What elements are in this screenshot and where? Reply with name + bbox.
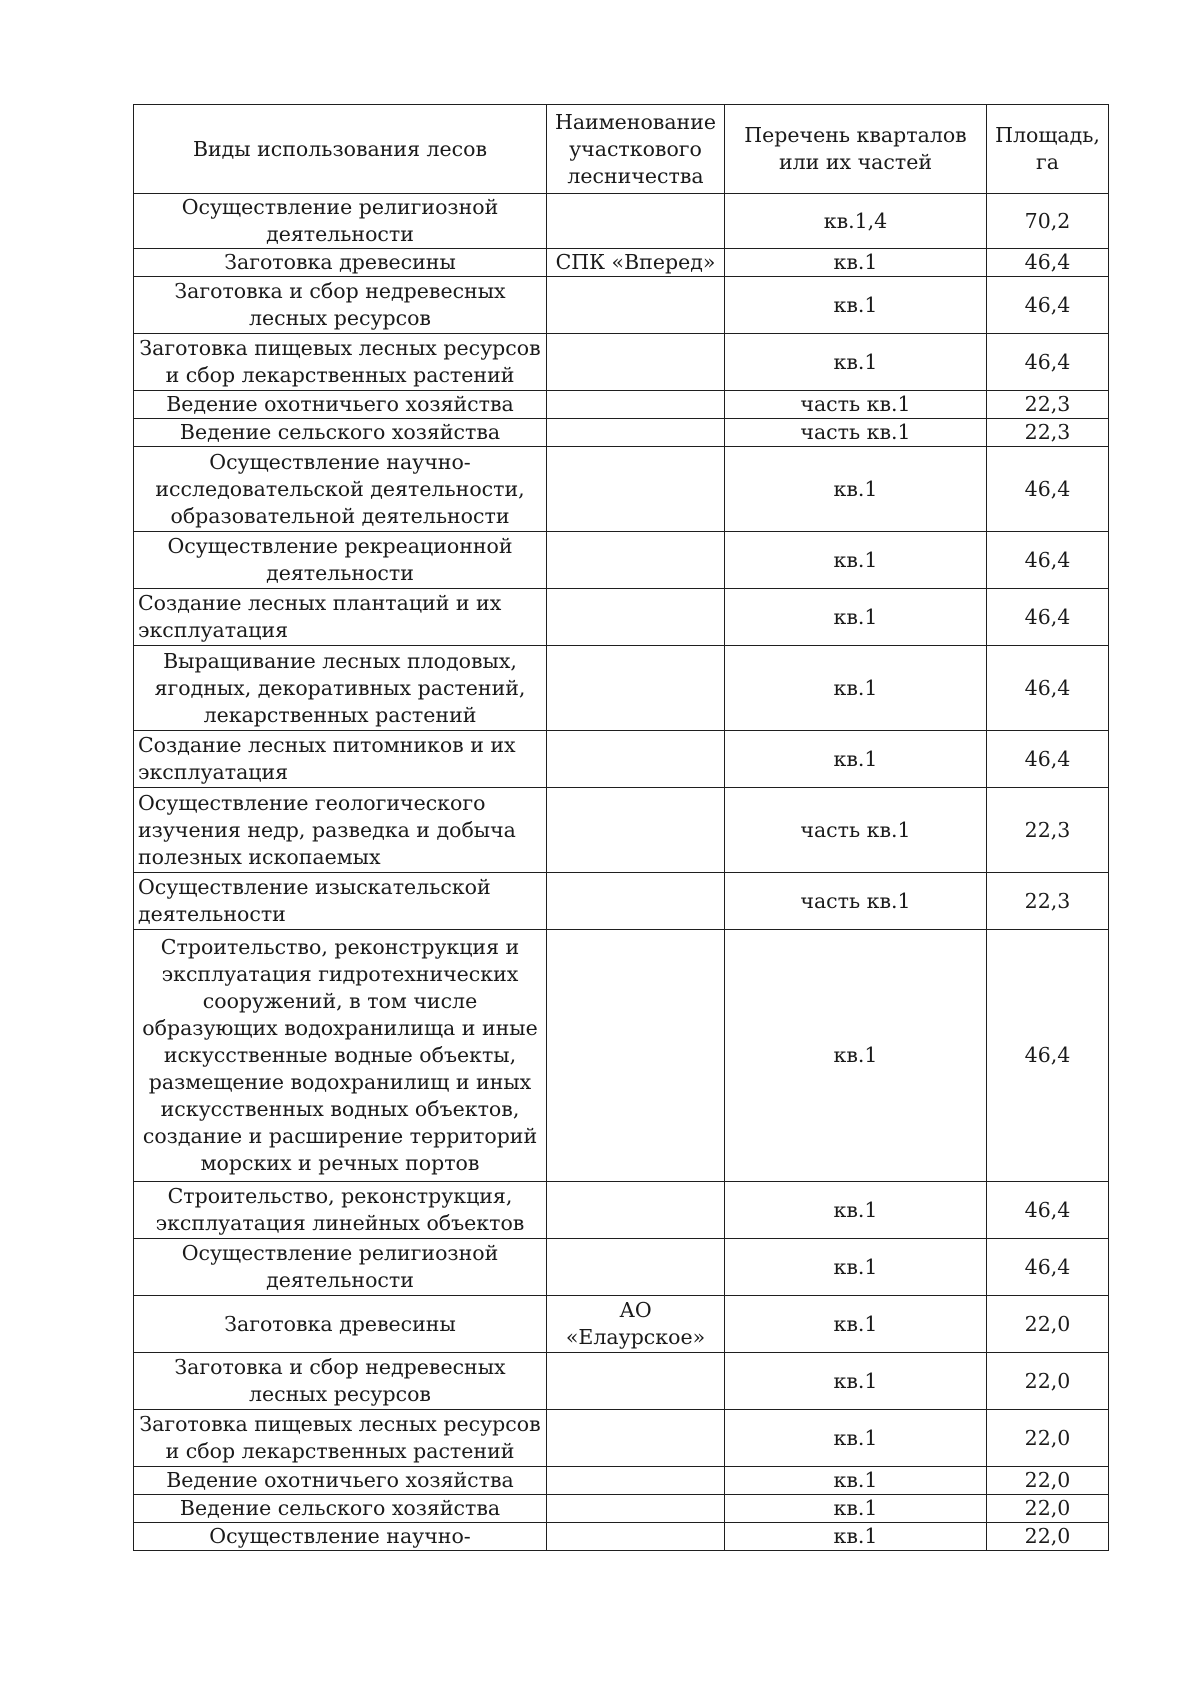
- cell-kind: Ведение охотничьего хозяйства: [134, 1467, 547, 1495]
- header-area-line2: га: [1036, 150, 1059, 174]
- cell-forestry: [547, 1182, 725, 1239]
- cell-quarters: кв.1: [725, 646, 987, 731]
- cell-kind: Создание лесных плантаций и их эксплуатация: [134, 589, 547, 646]
- cell-quarters: кв.1: [725, 1495, 987, 1523]
- cell-kind: Заготовка и сбор недревесных лесных ресурсов: [134, 1353, 547, 1410]
- cell-kind: Строительство, реконструкция, эксплуатация линейных объектов: [134, 1182, 547, 1239]
- cell-area: 46,4: [987, 532, 1109, 589]
- cell-quarters: кв.1: [725, 589, 987, 646]
- cell-area: 22,0: [987, 1353, 1109, 1410]
- cell-area: 46,4: [987, 447, 1109, 532]
- header-kind: Виды использования лесов: [134, 105, 547, 194]
- cell-area: 46,4: [987, 930, 1109, 1182]
- cell-area: 46,4: [987, 731, 1109, 788]
- cell-quarters: кв.1: [725, 532, 987, 589]
- cell-forestry: [547, 1523, 725, 1551]
- cell-area: 22,3: [987, 788, 1109, 873]
- table-row: [134, 1467, 1109, 1495]
- cell-area: 22,3: [987, 419, 1109, 447]
- cell-area: 46,4: [987, 646, 1109, 731]
- cell-quarters: кв.1,4: [725, 194, 987, 249]
- cell-forestry: СПК «Вперед»: [547, 249, 725, 277]
- table-row: [134, 1239, 1109, 1296]
- table-row: [134, 930, 1109, 1182]
- table-row: [134, 1182, 1109, 1239]
- cell-forestry: [547, 930, 725, 1182]
- table-row: [134, 419, 1109, 447]
- header-area: [987, 105, 1109, 194]
- table-row: [134, 873, 1109, 930]
- cell-kind: Создание лесных питомников и их эксплуатация: [134, 731, 547, 788]
- cell-kind: Осуществление рекреационной деятельности: [134, 532, 547, 589]
- cell-area: 46,4: [987, 1239, 1109, 1296]
- table-row: [134, 646, 1109, 731]
- cell-kind: Осуществление религиозной деятельности: [134, 194, 547, 249]
- table-row: [134, 277, 1109, 334]
- cell-kind: Заготовка древесины: [134, 1296, 547, 1353]
- cell-forestry: [547, 1495, 725, 1523]
- cell-area: 22,3: [987, 873, 1109, 930]
- cell-area: 46,4: [987, 249, 1109, 277]
- table-row: [134, 731, 1109, 788]
- cell-forestry: [547, 532, 725, 589]
- cell-area: 22,0: [987, 1495, 1109, 1523]
- cell-quarters: кв.1: [725, 249, 987, 277]
- cell-area: 22,0: [987, 1467, 1109, 1495]
- header-area-line1: Площадь,: [995, 123, 1100, 147]
- cell-forestry: [547, 1467, 725, 1495]
- cell-kind: Ведение сельского хозяйства: [134, 419, 547, 447]
- cell-area: 22,0: [987, 1296, 1109, 1353]
- cell-area: 46,4: [987, 334, 1109, 391]
- cell-kind: Строительство, реконструкция и эксплуатация гидротехнических сооружений, в том числе образующих водохранилища и иные искусственные водные объекты, размещение водохранилищ и иных искусственных водных объектов, создание и расширение территорий морских и речных портов: [134, 930, 547, 1182]
- cell-area: 46,4: [987, 277, 1109, 334]
- cell-kind: Выращивание лесных плодовых, ягодных, декоративных растений, лекарственных растений: [134, 646, 547, 731]
- table-row: [134, 532, 1109, 589]
- cell-kind: Заготовка пищевых лесных ресурсов и сбор лекарственных растений: [134, 1410, 547, 1467]
- cell-quarters: кв.1: [725, 1467, 987, 1495]
- table-row: [134, 1495, 1109, 1523]
- cell-kind: Осуществление религиозной деятельности: [134, 1239, 547, 1296]
- cell-forestry: [547, 419, 725, 447]
- table-row: [134, 194, 1109, 249]
- cell-quarters: часть кв.1: [725, 788, 987, 873]
- cell-quarters: кв.1: [725, 731, 987, 788]
- cell-quarters: кв.1: [725, 277, 987, 334]
- cell-forestry: [547, 1353, 725, 1410]
- table-row: [134, 249, 1109, 277]
- cell-quarters: часть кв.1: [725, 873, 987, 930]
- table-row: [134, 391, 1109, 419]
- cell-forestry: [547, 277, 725, 334]
- header-forestry: Наименование участкового лесничества: [547, 105, 725, 194]
- table-row: [134, 334, 1109, 391]
- table-row: [134, 447, 1109, 532]
- table-row: [134, 788, 1109, 873]
- table-header-row: [134, 105, 1109, 194]
- cell-kind: Заготовка пищевых лесных ресурсов и сбор лекарственных растений: [134, 334, 547, 391]
- cell-forestry: [547, 731, 725, 788]
- cell-quarters: кв.1: [725, 1523, 987, 1551]
- cell-area: 22,3: [987, 391, 1109, 419]
- cell-kind: Осуществление научно-исследовательской деятельности, образовательной деятельности: [134, 447, 547, 532]
- cell-forestry: АО «Елаурское»: [547, 1296, 725, 1353]
- cell-kind: Заготовка и сбор недревесных лесных ресурсов: [134, 277, 547, 334]
- cell-quarters: кв.1: [725, 447, 987, 532]
- cell-kind: Осуществление геологического изучения недр, разведка и добыча полезных ископаемых: [134, 788, 547, 873]
- cell-quarters: кв.1: [725, 1239, 987, 1296]
- cell-forestry: [547, 646, 725, 731]
- table-row: [134, 1296, 1109, 1353]
- cell-forestry: [547, 589, 725, 646]
- forest-use-table: [133, 104, 1109, 1551]
- cell-quarters: кв.1: [725, 930, 987, 1182]
- cell-area: 46,4: [987, 589, 1109, 646]
- cell-quarters: кв.1: [725, 1410, 987, 1467]
- cell-forestry: [547, 873, 725, 930]
- cell-forestry: [547, 447, 725, 532]
- cell-forestry: [547, 1410, 725, 1467]
- cell-quarters: часть кв.1: [725, 391, 987, 419]
- table-row: [134, 589, 1109, 646]
- cell-forestry: [547, 391, 725, 419]
- cell-forestry: [547, 1239, 725, 1296]
- cell-quarters: кв.1: [725, 1182, 987, 1239]
- table-row: [134, 1523, 1109, 1551]
- cell-area: 22,0: [987, 1410, 1109, 1467]
- cell-area: 70,2: [987, 194, 1109, 249]
- header-quarters: Перечень кварталов или их частей: [725, 105, 987, 194]
- table-row: [134, 1410, 1109, 1467]
- cell-kind: Ведение охотничьего хозяйства: [134, 391, 547, 419]
- cell-kind: Осуществление изыскательской деятельности: [134, 873, 547, 930]
- cell-kind: Осуществление научно-: [134, 1523, 547, 1551]
- cell-quarters: кв.1: [725, 1353, 987, 1410]
- cell-forestry: [547, 334, 725, 391]
- cell-quarters: кв.1: [725, 1296, 987, 1353]
- cell-quarters: кв.1: [725, 334, 987, 391]
- cell-forestry: [547, 194, 725, 249]
- cell-forestry: [547, 788, 725, 873]
- cell-area: 22,0: [987, 1523, 1109, 1551]
- table-row: [134, 1353, 1109, 1410]
- cell-quarters: часть кв.1: [725, 419, 987, 447]
- cell-kind: Ведение сельского хозяйства: [134, 1495, 547, 1523]
- cell-kind: Заготовка древесины: [134, 249, 547, 277]
- cell-area: 46,4: [987, 1182, 1109, 1239]
